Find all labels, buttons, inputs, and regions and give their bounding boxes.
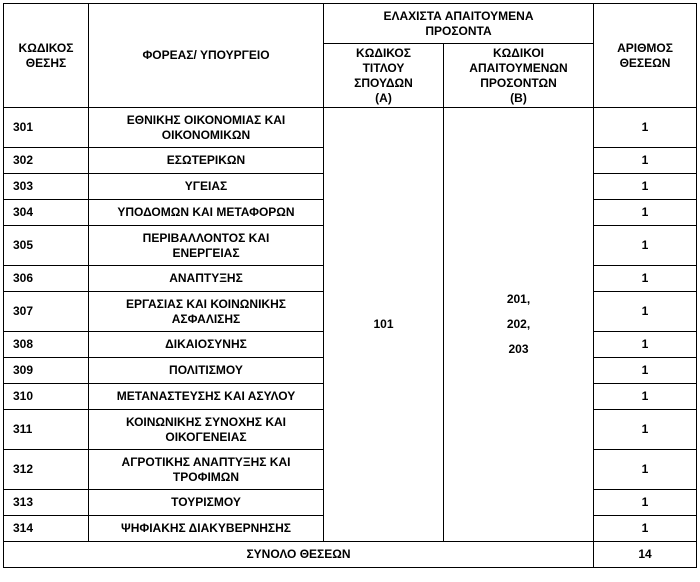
positions-count: 1 (594, 108, 697, 148)
ministry-name (89, 266, 324, 292)
position-code: 313 (4, 490, 89, 516)
required-code: 203 (508, 342, 529, 356)
ministry-name-line: ΜΕΤΑΝΑΣΤΕΥΣΗΣ ΚΑΙ ΑΣΥΛΟΥ (116, 389, 296, 403)
ministry-name-line: ΠΟΛΙΤΙΣΜΟΥ (169, 363, 243, 377)
ministry-name (89, 384, 324, 410)
positions-count: 1 (594, 200, 697, 226)
positions-count: 1 (594, 358, 697, 384)
ministry-name (89, 516, 324, 542)
position-code: 305 (4, 226, 89, 266)
ministry-name-line: ΑΝΑΠΤΥΞΗΣ (169, 271, 243, 285)
ministry-name-line: ΕΝΕΡΓΕΙΑΣ (172, 245, 240, 260)
position-code: 301 (4, 108, 89, 148)
position-code: 307 (4, 292, 89, 332)
header-position-code-line-1: ΚΩΔΙΚΟΣ ΘΕΣΗΣ (18, 40, 74, 70)
ministry-name-line: ΑΓΡΟΤΙΚΗΣ ΑΝΑΠΤΥΞΗΣ ΚΑΙ (121, 454, 291, 469)
positions-count: 1 (594, 174, 697, 200)
header-ministry: ΦΟΡΕΑΣ/ ΥΠΟΥΡΓΕΙΟ (89, 4, 324, 108)
header-degree-code-text: ΚΩΔΙΚΟΣ ΤΙΤΛΟΥ ΣΠΟΥΔΩΝ (354, 45, 413, 90)
ministry-name-line: ΚΟΙΝΩΝΙΚΗΣ ΣΥΝΟΧΗΣ ΚΑΙ (125, 414, 286, 429)
position-code: 302 (4, 148, 89, 174)
ministry-name-line: ΨΗΦΙΑΚΗΣ ΔΙΑΚΥΒΕΡΝΗΣΗΣ (120, 521, 291, 535)
ministry-name (89, 148, 324, 174)
ministry-name (89, 490, 324, 516)
header-required-codes (444, 44, 594, 108)
positions-count: 1 (594, 292, 697, 332)
header-positions-count-text: ΑΡΙΘΜΟΣ ΘΕΣΕΩΝ (617, 40, 673, 70)
ministry-name-line: ΤΡΟΦΙΜΩΝ (172, 469, 240, 484)
header-min-qualifications-text: ΕΛΑΧΙΣΤΑ ΑΠΑΙΤΟΥΜΕΝΑ ΠΡΟΣΟΝΤΑ (383, 8, 534, 38)
positions-count: 1 (594, 384, 697, 410)
total-value: 14 (594, 542, 697, 568)
ministry-name-line: ΔΙΚΑΙΟΣΥΝΗΣ (165, 337, 247, 351)
position-code: 309 (4, 358, 89, 384)
positions-count: 1 (594, 266, 697, 292)
ministry-name (89, 332, 324, 358)
position-code: 308 (4, 332, 89, 358)
ministry-name-line: ΥΓΕΙΑΣ (184, 179, 228, 193)
total-label: ΣΥΝΟΛΟ ΘΕΣΕΩΝ (4, 542, 594, 568)
ministry-name (89, 410, 324, 450)
table-row (4, 108, 697, 148)
ministry-name (89, 292, 324, 332)
ministry-name-line: ΟΙΚΟΝΟΜΙΚΩΝ (161, 127, 251, 142)
header-degree-code-sub: (Α) (375, 90, 392, 105)
ministry-name-line: ΑΣΦΑΛΙΣΗΣ (171, 311, 241, 326)
header-position-code (4, 4, 89, 108)
position-code: 310 (4, 384, 89, 410)
positions-count: 1 (594, 516, 697, 542)
position-code: 311 (4, 410, 89, 450)
positions-count: 1 (594, 332, 697, 358)
positions-count: 1 (594, 410, 697, 450)
header-min-qualifications (324, 4, 594, 44)
ministry-name-line: ΤΟΥΡΙΣΜΟΥ (171, 495, 241, 509)
required-code: 202, (506, 317, 531, 331)
ministry-name (89, 358, 324, 384)
position-code: 306 (4, 266, 89, 292)
required-codes-value (444, 108, 594, 542)
position-code: 304 (4, 200, 89, 226)
positions-table (3, 3, 697, 568)
ministry-name-line: ΕΣΩΤΕΡΙΚΩΝ (166, 153, 246, 167)
ministry-name (89, 174, 324, 200)
ministry-name (89, 450, 324, 490)
positions-count: 1 (594, 450, 697, 490)
ministry-name (89, 108, 324, 148)
ministry-name (89, 200, 324, 226)
header-required-codes-sub: (Β) (510, 90, 527, 105)
table-body (4, 108, 697, 542)
positions-count: 1 (594, 148, 697, 174)
ministry-name-line: ΥΠΟΔΟΜΩΝ ΚΑΙ ΜΕΤΑΦΟΡΩΝ (117, 205, 295, 219)
ministry-name-line: ΕΘΝΙΚΗΣ ΟΙΚΟΝΟΜΙΑΣ ΚΑΙ (126, 112, 286, 127)
ministry-name-line: ΕΡΓΑΣΙΑΣ ΚΑΙ ΚΟΙΝΩΝΙΚΗΣ (126, 296, 286, 311)
ministry-name-line: ΠΕΡΙΒΑΛΛΟΝΤΟΣ ΚΑΙ (142, 230, 270, 245)
required-code: 201, (506, 292, 531, 306)
position-code: 314 (4, 516, 89, 542)
header-required-codes-text: ΚΩΔΙΚΟΙ ΑΠΑΙΤΟΥΜΕΝΩΝ ΠΡΟΣΟΝΤΩΝ (469, 45, 568, 90)
degree-code-value: 101 (324, 108, 444, 542)
header-degree-code (324, 44, 444, 108)
position-code: 303 (4, 174, 89, 200)
header-positions-count (594, 4, 697, 108)
positions-count: 1 (594, 490, 697, 516)
positions-count: 1 (594, 226, 697, 266)
position-code: 312 (4, 450, 89, 490)
ministry-name-line: ΟΙΚΟΓΕΝΕΙΑΣ (165, 429, 247, 444)
ministry-name (89, 226, 324, 266)
